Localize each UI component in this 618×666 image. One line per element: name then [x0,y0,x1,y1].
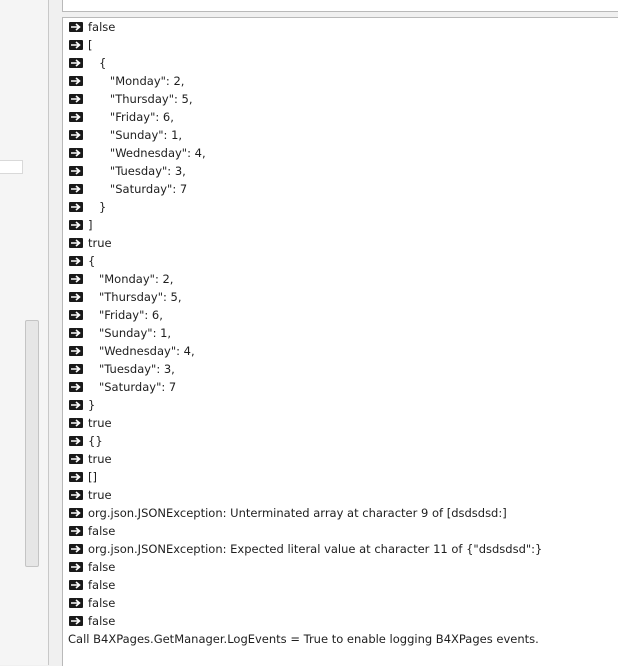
log-line-text: false [88,614,116,628]
log-arrow-icon [69,490,83,500]
log-line-text: "Wednesday": 4, [88,146,206,160]
log-line [63,342,618,360]
log-line-text: { [88,56,107,70]
log-line [63,126,618,144]
log-line-text: } [88,398,96,412]
log-line [63,36,618,54]
log-line-text: "Sunday": 1, [88,128,183,142]
log-arrow-icon [69,526,83,536]
log-arrow-icon [69,454,83,464]
log-line-text: } [88,200,107,214]
log-arrow-icon [69,616,83,626]
log-arrow-icon [69,112,83,122]
log-arrow-icon [69,202,83,212]
left-scrollbar[interactable] [25,320,39,567]
log-line-text: "Monday": 2, [88,272,174,286]
log-arrow-icon [69,418,83,428]
log-arrow-icon [69,58,83,68]
log-line-text: "Saturday": 7 [88,380,177,394]
log-line [63,234,618,252]
log-line [63,90,618,108]
log-line-text: false [88,20,116,34]
log-arrow-icon [69,148,83,158]
log-line-text: "Saturday": 7 [88,182,188,196]
log-arrow-icon [69,220,83,230]
log-line [63,270,618,288]
log-arrow-icon [69,436,83,446]
splitter[interactable] [48,0,49,665]
log-line [63,468,618,486]
log-line [63,288,618,306]
left-panel [0,0,48,665]
log-line [63,162,618,180]
log-line-text: "Friday": 6, [88,110,174,124]
log-line-text: "Friday": 6, [88,308,163,322]
log-line [63,396,618,414]
log-arrow-icon [69,94,83,104]
log-line [63,450,618,468]
log-line [63,306,618,324]
log-line [63,252,618,270]
log-arrow-icon [69,508,83,518]
log-line [63,612,618,630]
log-line-text: "Thursday": 5, [88,290,182,304]
log-arrow-icon [69,346,83,356]
log-line [63,522,618,540]
log-line-text: "Thursday": 5, [88,92,193,106]
log-line [63,216,618,234]
log-line-text: org.json.JSONException: Unterminated array at character 9 of [dsdsdsd:] [88,506,507,520]
log-line [63,558,618,576]
log-line [63,378,618,396]
log-line-text: true [88,488,112,502]
log-arrow-icon [69,256,83,266]
log-line [63,360,618,378]
top-panel [62,0,618,12]
log-line [63,198,618,216]
log-line [63,432,618,450]
log-line-text: false [88,560,116,574]
log-line [63,504,618,522]
log-line [63,486,618,504]
log-panel[interactable] [62,17,618,666]
log-arrow-icon [69,238,83,248]
log-line [63,414,618,432]
log-arrow-icon [69,274,83,284]
log-arrow-icon [69,184,83,194]
log-line [63,540,618,558]
log-arrow-icon [69,562,83,572]
log-line-text: ] [88,218,93,232]
log-arrow-icon [69,472,83,482]
log-final-message: Call B4XPages.GetManager.LogEvents = True to enable logging B4XPages events. [68,632,539,646]
log-line [63,108,618,126]
log-arrow-icon [69,292,83,302]
log-line-text: false [88,596,116,610]
log-line [63,594,618,612]
log-line [63,324,618,342]
log-line-text: "Sunday": 1, [88,326,172,340]
log-line-text: { [88,254,96,268]
log-arrow-icon [69,310,83,320]
log-line-text: false [88,524,116,538]
log-lines [63,18,618,630]
log-line-text: false [88,578,116,592]
log-arrow-icon [69,40,83,50]
log-line-text: true [88,452,112,466]
left-panel-field [0,160,23,174]
log-arrow-icon [69,580,83,590]
log-arrow-icon [69,166,83,176]
log-line-text: [] [88,470,97,484]
log-line [63,180,618,198]
log-arrow-icon [69,598,83,608]
log-line-text: "Wednesday": 4, [88,344,195,358]
log-line [63,576,618,594]
log-arrow-icon [69,382,83,392]
log-line-text: "Tuesday": 3, [88,164,186,178]
log-line-text: "Monday": 2, [88,74,185,88]
log-arrow-icon [69,130,83,140]
log-line [63,18,618,36]
log-line-text: true [88,416,112,430]
log-line [63,72,618,90]
log-arrow-icon [69,328,83,338]
log-line [63,144,618,162]
log-arrow-icon [69,544,83,554]
log-line-text: [ [88,38,93,52]
log-arrow-icon [69,22,83,32]
log-line-text: org.json.JSONException: Expected literal value at character 11 of {"dsdsdsd":} [88,542,543,556]
log-arrow-icon [69,76,83,86]
log-arrow-icon [69,364,83,374]
log-line [63,54,618,72]
log-line-text: true [88,236,112,250]
log-line-text: "Tuesday": 3, [88,362,175,376]
log-arrow-icon [69,400,83,410]
log-line-text: {} [88,434,103,448]
